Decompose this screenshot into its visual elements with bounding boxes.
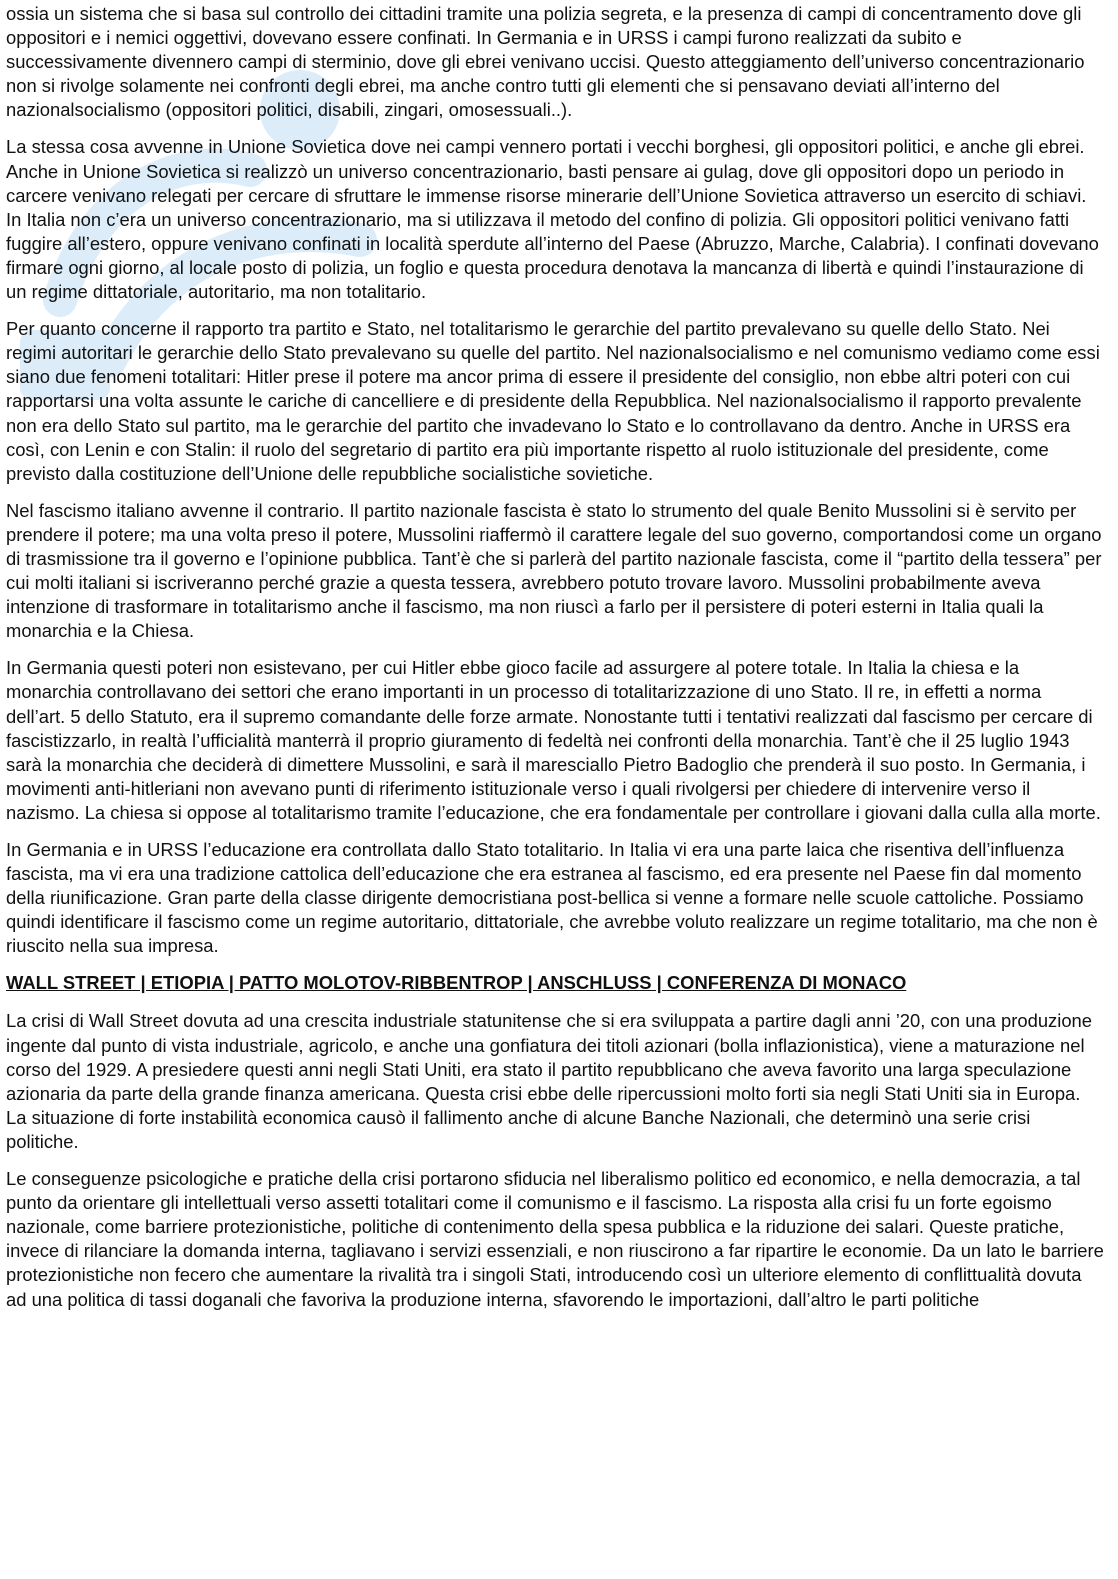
document-body bbox=[6, 2, 1104, 1325]
paragraph-3: Per quanto concerne il rapporto tra partito e Stato, nel totalitarismo le gerarchie del partito prevalevano su quelle dello Stato. Nei regimi autoritari le gerarchie dello Stato prevalevano su quelle del partito. Nel nazionalsocialismo e nel comunismo vediamo come essi siano due fenomeni totalitari: Hitler prese il potere ma ancor prima di essere il presidente del consiglio, non ebbe altri poteri con cui rapportarsi una volta assunte le cariche di cancelliere e di presidente della Repubblica. Nel nazionalsocialismo il rapporto prevalente non era dello Stato sul partito, ma le gerarchie del partito che invadevano lo Stato e lo controllavano da dentro. Anche in URSS era così, con Lenin e con Stalin: il ruolo del segretario di partito era più importante rispetto al ruolo istituzionale del presidente, come previsto dalla costituzione dell’Unione delle repubbliche socialistiche sovietiche. bbox=[6, 318, 1100, 484]
paragraph-2: La stessa cosa avvenne in Unione Sovietica dove nei campi vennero portati i vecchi borghesi, gli oppositori politici, e anche gli ebrei. Anche in Unione Sovietica si realizzò un universo concentrazionario, basti pensare ai gulag, dove gli oppositori dopo un periodo in carcere venivano relegati per cercare di sfruttare le immense risorse minerarie dell’Unione Sovietica attraverso un esercito di schiavi. In Italia non c’era un universo concentrazionario, ma si utilizzava il metodo del confino di polizia. Gli oppositori politici venivano fatti fuggire all’estero, oppure venivano confinati in località sperdute all’interno del Paese (Abruzzo, Marche, Calabria). I confinati dovevano firmare ogni giorno, al locale posto di polizia, un foglio e questa procedura denotava la mancanza di libertà e quindi l’instaurazione di un regime dittatoriale, autoritario, ma non totalitario. bbox=[6, 136, 1099, 303]
paragraph-5: In Germania questi poteri non esistevano, per cui Hitler ebbe gioco facile ad assurgere al potere totale. In Italia la chiesa e la monarchia controllavano dei settori che erano importanti in un processo di totalitarizzazione di uno Stato. Il re, in effetti a norma dell’art. 5 dello Statuto, era il supremo comandante delle forze armate. Nonostante tutti i tentativi realizzati dal fascismo per cercare di fascistizzarlo, in realtà l’ufficialità manterrà il proprio giuramento di fedeltà nei confronti della monarchia. Tant’è che il 25 luglio 1943 sarà la monarchia che deciderà di dimettere Mussolini, e sarà il maresciallo Pietro Badoglio che prenderà il suo posto. In Germania, i movimenti anti-hitleriani non avevano punti di riferimento istituzionale verso i quali rivolgersi per chiedere di intervenire verso il nazismo. La chiesa si oppose al totalitarismo tramite l’educazione, che era fondamentale per controllare i giovani dalla culla alla morte. bbox=[6, 657, 1101, 823]
section-paragraph-1: La crisi di Wall Street dovuta ad una crescita industriale statunitense che si era sviluppata a partire dagli anni ’20, con una produzione ingente dal punto di vista industriale, agricolo, e anche una gonfiatura dei titoli azionari (bolla inflazionistica), viene a maturazione nel corso del 1929. A presiedere questi anni negli Stati Uniti, era stato il partito repubblicano che aveva favorito una larga speculazione azionaria da parte della grande finanza americana. Questa crisi ebbe delle ripercussioni molto forti sia negli Stati Uniti sia in Europa. La situazione di forte instabilità economica causò il fallimento anche di alcune Banche Nazionali, che determinò una serie crisi politiche. bbox=[6, 1010, 1093, 1152]
paragraph-1: ossia un sistema che si basa sul controllo dei cittadini tramite una polizia segreta, e la presenza di campi di concentramento dove gli oppositori e i nemici oggettivi, dovevano essere confinati. In Germania e in URSS i campi furono realizzati da subito e successivamente divennero campi di sterminio, dove gli ebrei venivano uccisi. Questo atteggiamento dell’universo concentrazionario non si rivolge solamente nei confronti degli ebrei, ma anche contro tutti gli elementi che si pensavano deviati all’interno del nazionalsocialismo (oppositori politici, disabili, zingari, omosessuali..). bbox=[6, 3, 1085, 121]
paragraph-6: In Germania e in URSS l’educazione era controllata dallo Stato totalitario. In Italia vi era una parte laica che risentiva dell’influenza fascista, ma vi era una tradizione cattolica dell’educazione che era estranea al fascismo, ed era presente nel Paese fin dal momento della riunificazione. Gran parte della classe dirigente democristiana post-bellica si venne a formare nelle scuole cattoliche. Possiamo quindi identificare il fascismo come un regime autoritario, dittatoriale, che avrebbe voluto realizzare un regime totalitario, ma che non è riuscito nella sua impresa. bbox=[6, 839, 1098, 957]
section-heading: WALL STREET | ETIOPIA | PATTO MOLOTOV-RIBBENTROP | ANSCHLUSS | CONFERENZA DI MONACO bbox=[6, 972, 907, 994]
paragraph-4: Nel fascismo italiano avvenne il contrario. Il partito nazionale fascista è stato lo strumento del quale Benito Mussolini si è servito per prendere il potere; ma una volta preso il potere, Mussolini riaffermò il carattere legale del suo governo, comportandosi come un organo di trasmissione tra il governo e l’opinione pubblica. Tant’è che si parlerà del partito nazionale fascista, come il “partito della tessera” per cui molti italiani si iscriveranno perché grazie a questa tessera, avrebbero potuto trovare lavoro. Mussolini probabilmente aveva intenzione di trasformare in totalitarismo anche il fascismo, ma non riuscì a farlo per il persistere di poteri esterni in Italia quali la monarchia e la Chiesa. bbox=[6, 499, 1102, 642]
section-paragraph-2: Le conseguenze psicologiche e pratiche della crisi portarono sfiducia nel liberalismo politico ed economico, e nella democrazia, a tal punto da orientare gli intellettuali verso assetti totalitari come il comunismo e il fascismo. La risposta alla crisi fu un forte egoismo nazionale, come barriere protezionistiche, politiche di contenimento della spesa pubblica e la riduzione dei salari. Queste pratiche, invece di rilanciare la domanda interna, tagliavano i servizi essenziali, e non riuscirono a far ripartire le economie. Da un lato le barriere protezionistiche non fecero che aumentare la rivalità tra i singoli Stati, introducendo così un ulteriore elemento di conflittualità dovuta ad una politica di tassi doganali che favoriva la produzione interna, sfavorendo le importazioni, dall’altro le parti politiche bbox=[6, 1168, 1104, 1310]
